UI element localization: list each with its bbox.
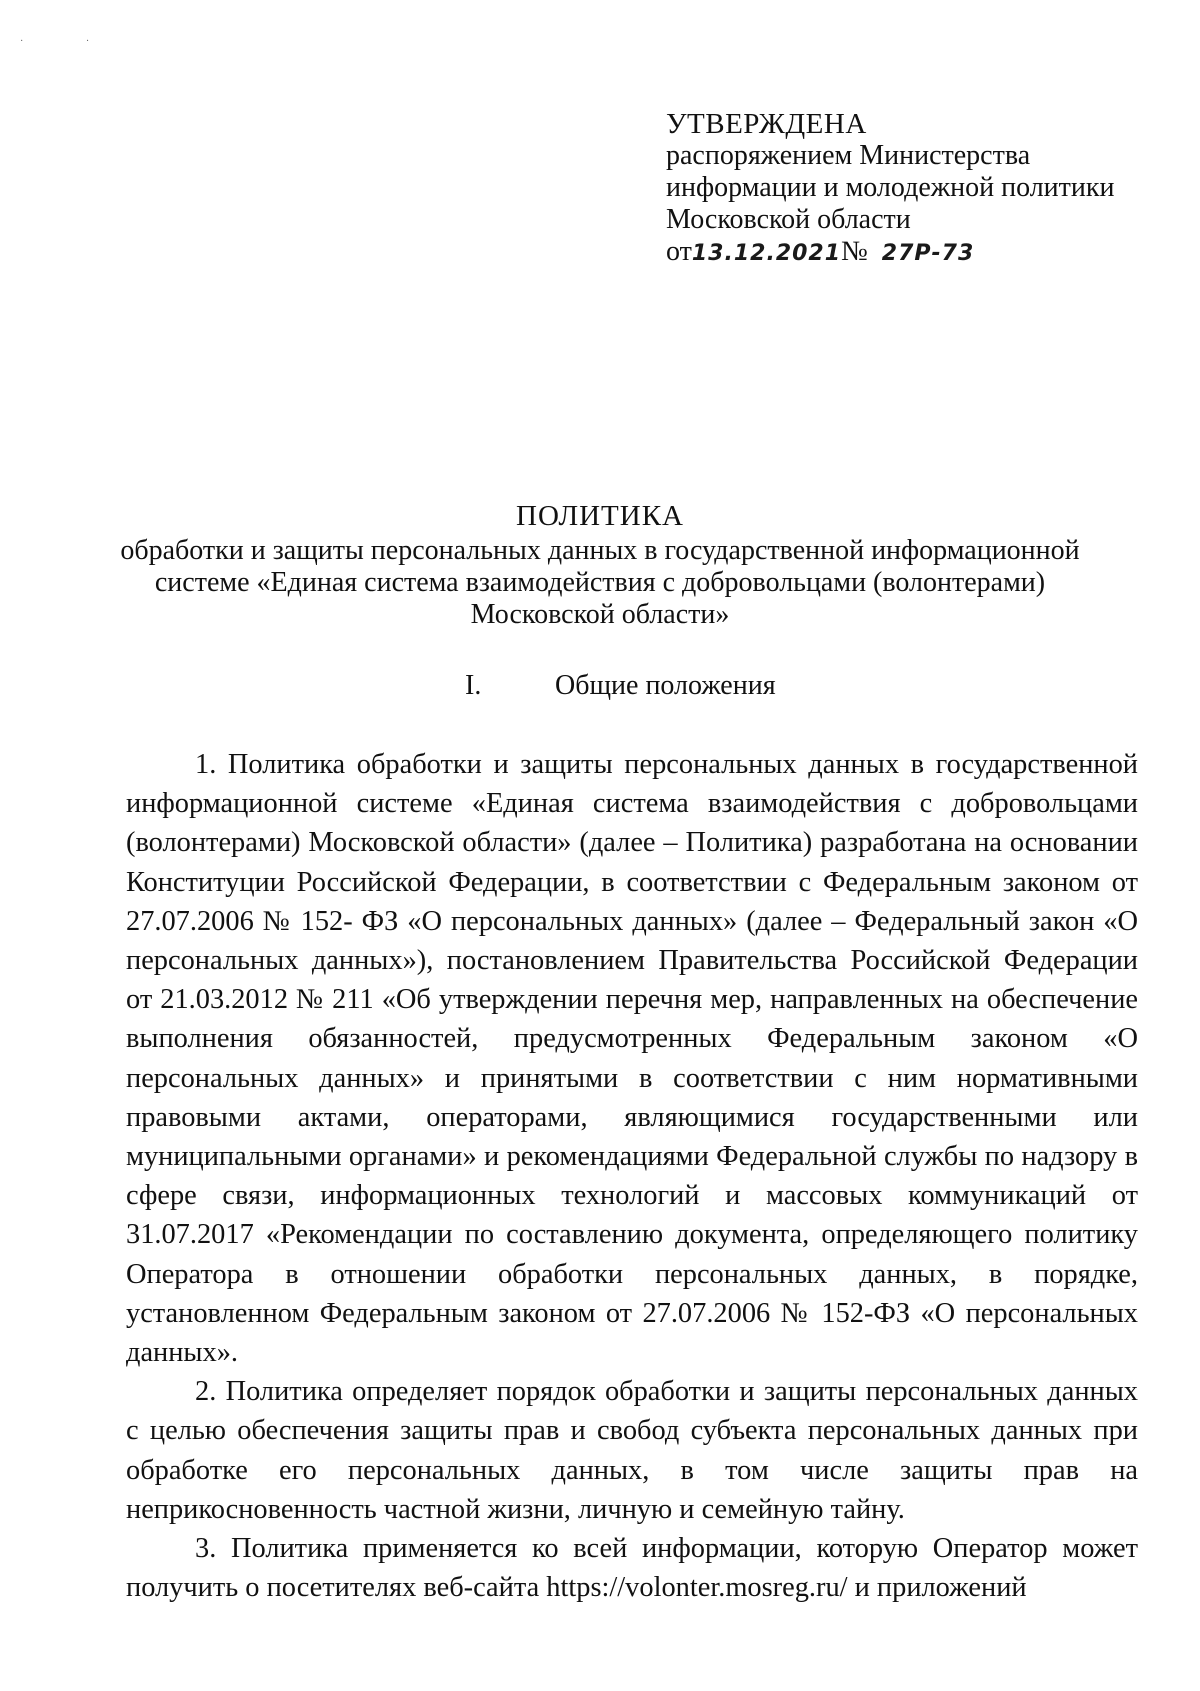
handwritten-date: 13.12.2021 — [691, 241, 842, 266]
document-subtitle-line: обработки и защиты персональных данных в государственной информационной — [120, 535, 1080, 566]
scan-specks: · · — [20, 36, 120, 47]
approval-line: Московской области — [666, 204, 911, 235]
paragraph-2: 2. Политика определяет порядок обработки и защиты персональных данных с целью обеспечения защиты прав и свобод субъекта персональных данных при обработке его персональных данных, в том числе защиты прав на неприкосновенность частной жизни, личную и семейную тайну. — [126, 1376, 1138, 1525]
document-subtitle-line: системе «Единая система взаимодействия с добровольцами (волонтерами) — [154, 567, 1046, 598]
date-prefix: от — [666, 236, 692, 267]
document-subtitle-line: Московской области» — [470, 599, 730, 630]
approval-line: информации и молодежной политики — [666, 172, 1115, 203]
paragraph-3: 3. Политика применяется ко всей информации, которую Оператор может получить о посетителях веб-сайта https://volonter.mosreg.ru/ и приложений — [126, 1533, 1138, 1604]
approval-stamp-block — [666, 108, 1114, 270]
number-sign: № — [841, 236, 868, 267]
document-title-block — [0, 500, 1200, 631]
section-number: I. — [465, 670, 482, 701]
document-title: ПОЛИТИКА — [516, 500, 684, 532]
approval-date-line — [666, 236, 1114, 270]
document-body — [126, 745, 1138, 1607]
approval-line: распоряжением Министерства — [666, 140, 1031, 171]
section-name: Общие положения — [555, 670, 776, 701]
handwritten-number: 27Р-73 — [881, 241, 975, 266]
approved-heading: УТВЕРЖДЕНА — [666, 108, 867, 140]
paragraph-1: 1. Политика обработки и защиты персональных данных в государственной информационной системе «Единая система взаимодействия с добровольцами (волонтерами) Московской области» (далее – Политика) разработана на основании Конституции Российской Федерации, в соответствии с Федеральным законом от 27.07.2006 № 152- ФЗ «О персональных данных» (далее – Федеральный закон «О персональных данных»), постановлением Правительства Российской Федерации от 21.03.2012 № 211 «Об утверждении перечня мер, направленных на обеспечение выполнения обязанностей, предусмотренных Федеральным законом «О персональных данных» и принятыми в соответствии с ним нормативными правовыми актами, операторами, являющимися государственными или муниципальными органами» и рекомендациями Федеральной службы по надзору в сфере связи, информационных технологий и массовых коммуникаций от 31.07.2017 «Рекомендации по составлению документа, определяющего политику Оператора в отношении обработки персональных данных, в порядке, установленном Федеральным законом от 27.07.2006 № 152-ФЗ «О персональных данных». — [126, 749, 1138, 1369]
